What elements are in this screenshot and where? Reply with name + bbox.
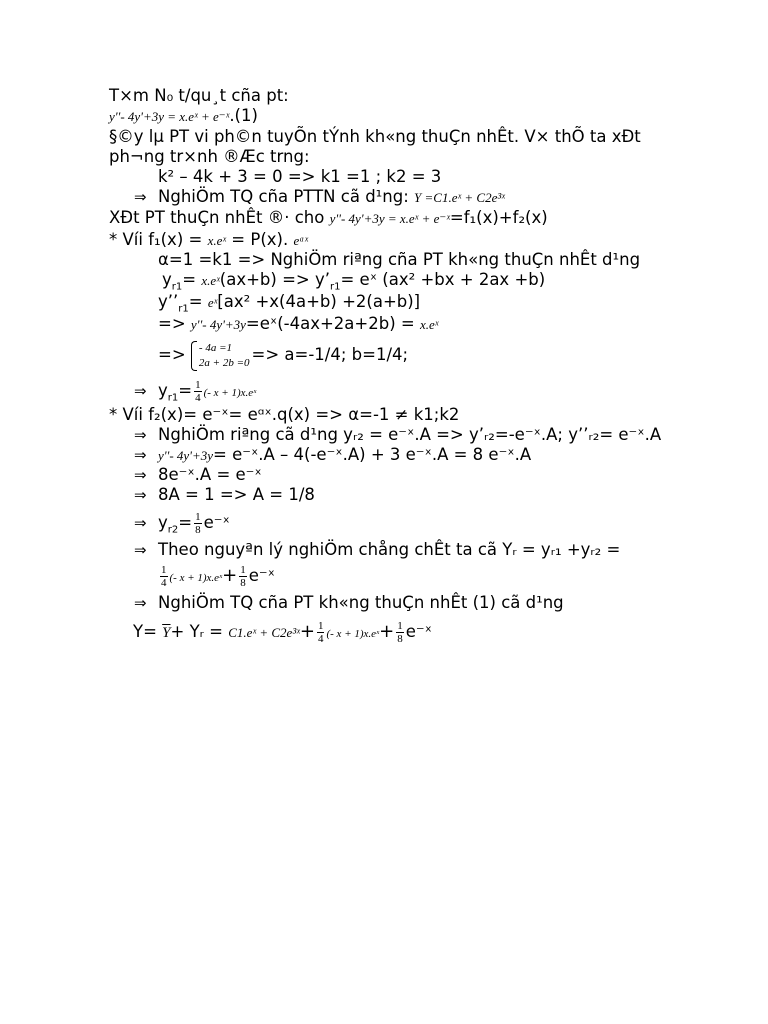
text-line: => y''- 4y'+3y=eˣ(-4ax+2a+2b) = x.eˣ (158, 314, 439, 333)
fraction: $\frac{1}{8}$ (397, 620, 403, 645)
text-line: α=1 =k1 => NghiÖm riªng cña PT kh«ng thuÇn nhÊt d¹ng (158, 250, 641, 269)
arrow-icon: ⇒ (134, 594, 147, 612)
arrow-icon: ⇒ (134, 541, 147, 559)
brace-icon (191, 341, 197, 371)
bullet-line: ⇒ 8e⁻ˣ.A = e⁻ˣ (134, 465, 262, 484)
equation-system: - 4a =1 2a + 2b =0 (191, 341, 250, 371)
equation-1-line: y''- 4y'+3y = x.eˣ + e⁻ˣ.(1) (109, 106, 258, 125)
bullet-line: ⇒ NghiÖm TQ cña PTTN cã d¹ng: Y =C1.eˣ + C2e³ˣ (134, 187, 505, 206)
equation-1: y''- 4y'+3y = x.eˣ + e⁻ˣ (109, 109, 230, 124)
bullet-line: ⇒ $y_{r1}=$ $\frac{1}{4}$ (- x + 1)x.eˣ (134, 379, 257, 404)
homogeneous-solution: Y =C1.eˣ + C2e³ˣ (414, 190, 505, 205)
bullet-line: ⇒ y''- 4y'+3y= e⁻ˣ.A – 4(-e⁻ˣ.A) + 3 e⁻ˣ.A = 8 e⁻ˣ.A (134, 445, 532, 464)
heading-line: T×m N₀ t/qu¸t cña pt: (109, 86, 289, 105)
bullet-line: ⇒ $y_{r2}=$ $\frac{1}{8}$ e⁻ˣ (134, 511, 230, 536)
arrow-icon: ⇒ (134, 188, 147, 206)
bullet-line: ⇒ 8A = 1 => A = 1/8 (134, 485, 315, 504)
arrow-icon: ⇒ (134, 514, 147, 532)
arrow-icon: ⇒ (134, 446, 147, 464)
fraction: $\frac{1}{8}$ (240, 564, 246, 589)
bullet-line: ⇒ NghiÖm TQ cña PT kh«ng thuÇn nhÊt (1) cã d¹ng (134, 593, 564, 612)
arrow-icon: ⇒ (134, 486, 147, 504)
char-eq-line: k² – 4k + 3 = 0 => k1 =1 ; k2 = 3 (158, 167, 442, 186)
text-line: $y_{r1}=$ x.eˣ(ax+b) => $y’_{r1}=$ eˣ (ax² +bx + 2ax +b) (162, 270, 546, 293)
case-1-line: * Víi f₁(x) = x.eˣ = P(x). eᵅˣ (109, 230, 309, 249)
fraction: $\frac{1}{4}$ (161, 564, 167, 589)
fraction: $\frac{1}{4}$ (195, 379, 201, 404)
text-line: $y’’_{r1}=$ eˣ[ax² +x(4a+b) +2(a+b)] (158, 292, 421, 315)
text-line: XÐt PT thuÇn nhÊt ®· cho y''- 4y'+3y = x.eˣ + e⁻ˣ=f₁(x)+f₂(x) (109, 208, 548, 227)
arrow-icon: ⇒ (134, 382, 147, 400)
fraction: $\frac{1}{8}$ (195, 511, 201, 536)
bullet-line: ⇒ Theo nguyªn lý nghiÖm chång chÊt ta cã Yᵣ = yᵣ₁ +yᵣ₂ = (134, 540, 621, 559)
case-2-line: * Víi f₂(x)= e⁻ˣ= eᵅˣ.q(x) => α=-1 ≠ k1;k2 (109, 405, 460, 424)
particular-sum-line: $\frac{1}{4}$ (- x + 1)x.eˣ+ $\frac{1}{8}$ e⁻ˣ (161, 564, 275, 589)
arrow-icon: ⇒ (134, 426, 147, 444)
text-line: ph¬ng tr×nh ®Æc trng: (109, 147, 310, 166)
general-solution-line: $Y= \overline{Y}+$ Yᵣ = C1.eˣ + C2e³ˣ+ $\frac{1}{4}$ (- x + 1)x.eˣ+ $\frac{1}{8}$ e⁻ˣ (133, 620, 432, 645)
bullet-line: ⇒ NghiÖm riªng cã d¹ng yᵣ₂ = e⁻ˣ.A => y’ᵣ₂=-e⁻ˣ.A; y’’ᵣ₂= e⁻ˣ.A (134, 425, 662, 444)
fraction: $\frac{1}{4}$ (317, 620, 324, 645)
y-bar: $\overline{Y}$ (162, 625, 171, 641)
system-line: => - 4a =1 2a + 2b =0 => a=-1/4; b=1/4; (158, 341, 409, 369)
arrow-icon: ⇒ (134, 466, 147, 484)
text-line: §©y lµ PT vi ph©n tuyÕn tÝnh kh«ng thuÇn nhÊt. V× thÕ ta xÐt (109, 127, 641, 146)
